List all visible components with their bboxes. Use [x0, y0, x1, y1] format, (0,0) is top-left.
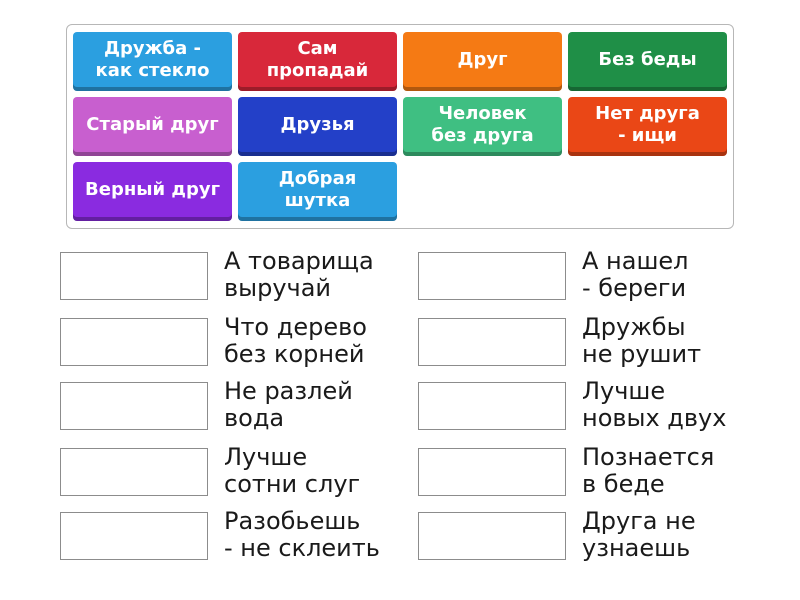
tile-druzya[interactable]: Друзья — [238, 97, 397, 156]
tile-chelovek-bez-druga[interactable]: Человек без друга — [403, 97, 562, 156]
phrase-9: Разобьешь - не склеить — [224, 507, 380, 562]
phrase-2: А нашел - береги — [582, 247, 689, 302]
tile-net-druga-ischi[interactable]: Нет друга - ищи — [568, 97, 727, 156]
phrase-10: Друга не узнаешь — [582, 507, 696, 562]
drop-slot-7[interactable] — [60, 448, 208, 496]
phrase-5: Не разлей вода — [224, 377, 353, 432]
tile-vernyi-drug[interactable]: Верный друг — [73, 162, 232, 221]
drop-slot-6[interactable] — [418, 382, 566, 430]
phrase-1: А товарища выручай — [224, 247, 374, 302]
drop-slot-9[interactable] — [60, 512, 208, 560]
drop-slot-2[interactable] — [418, 252, 566, 300]
drop-slot-1[interactable] — [60, 252, 208, 300]
tile-druzhba-kak-steklo[interactable]: Дружба - как стекло — [73, 32, 232, 91]
answer-bank — [66, 24, 734, 229]
phrase-4: Дружбы не рушит — [582, 313, 702, 368]
phrase-7: Лучше сотни слуг — [224, 443, 361, 498]
tile-dobraya-shutka[interactable]: Добрая шутка — [238, 162, 397, 221]
phrase-3: Что дерево без корней — [224, 313, 367, 368]
drop-slot-5[interactable] — [60, 382, 208, 430]
phrase-8: Познается в беде — [582, 443, 715, 498]
drop-slot-8[interactable] — [418, 448, 566, 496]
tile-drug[interactable]: Друг — [403, 32, 562, 91]
tile-sam-propadai[interactable]: Сам пропадай — [238, 32, 397, 91]
phrase-6: Лучше новых двух — [582, 377, 727, 432]
drop-slot-3[interactable] — [60, 318, 208, 366]
tile-bez-bedy[interactable]: Без беды — [568, 32, 727, 91]
drop-slot-4[interactable] — [418, 318, 566, 366]
drop-slot-10[interactable] — [418, 512, 566, 560]
tile-staryi-drug[interactable]: Старый друг — [73, 97, 232, 156]
